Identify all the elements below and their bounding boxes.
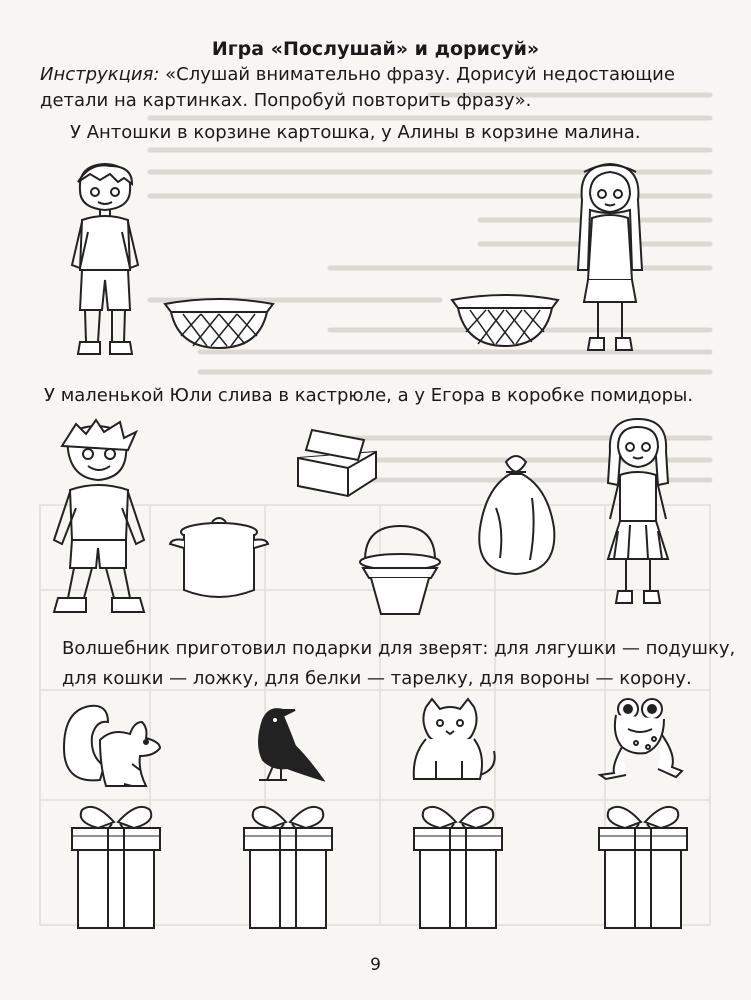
empty-basket-left <box>163 296 275 351</box>
crow-illustration <box>243 700 325 786</box>
open-box-illustration <box>292 428 378 498</box>
sentence-3: Волшебник приготовил подарки для зверят: для лягушки — подушку, для кошки — ложку, для белки — тарелку, для вороны — корону. <box>62 638 736 689</box>
sack-illustration <box>466 448 566 578</box>
bucket-illustration <box>355 520 445 618</box>
girl-yulia-illustration <box>598 415 678 615</box>
empty-basket-right <box>450 292 560 350</box>
gift-box-4 <box>595 800 691 932</box>
instruction-text: «Слушай внимательно фразу. Дорисуй недостающие детали на картинках. Попробуй повторить фразу». <box>40 64 675 111</box>
instruction-label: Инструкция: <box>40 64 160 85</box>
boy-egor-illustration <box>40 420 160 620</box>
pot-illustration <box>168 510 270 602</box>
gift-box-2 <box>240 800 336 932</box>
sentence-1: У Антошки в корзине картошка, у Алины в корзине малина. <box>70 122 641 143</box>
frog-illustration <box>592 695 687 783</box>
girl-alina-illustration <box>570 160 650 360</box>
squirrel-illustration <box>60 700 165 792</box>
cat-illustration <box>402 695 502 785</box>
gift-box-3 <box>410 800 506 932</box>
page-title: Игра «Послушай» и дорисуй» <box>211 38 540 60</box>
page-number: 9 <box>370 955 381 975</box>
sentence-2: У маленькой Юли слива в кастрюле, а у Егора в коробке помидоры. <box>44 385 694 406</box>
instruction-paragraph <box>40 62 720 114</box>
boy-antoshka-illustration <box>60 160 150 365</box>
gift-box-1 <box>68 800 164 932</box>
